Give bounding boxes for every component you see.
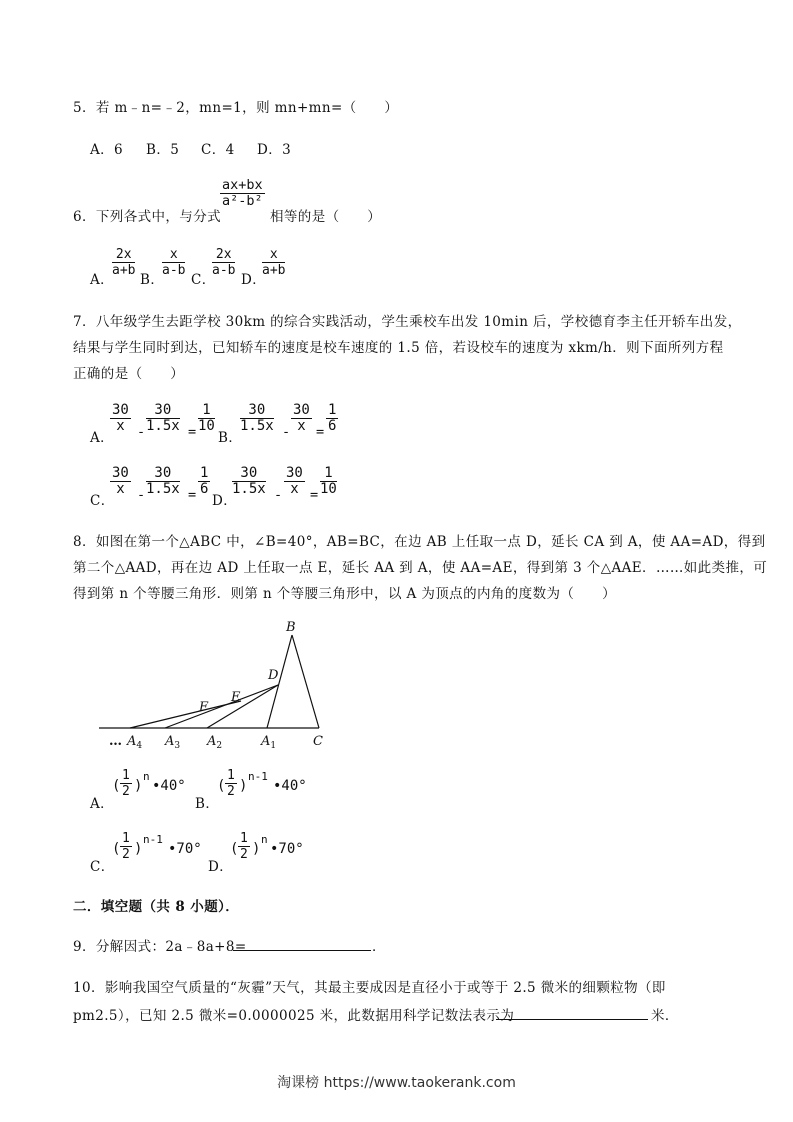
q7-line-2: 结果与学生同时到达，已知轿车的速度是校车速度的 1.5 倍，若设校车的速度为 xkm/h．则下面所列方程 <box>73 340 724 356</box>
q8-label-d: D． <box>208 859 234 875</box>
fraction-numerator: 2x <box>112 247 135 263</box>
fraction-denominator: a²-b² <box>222 193 263 209</box>
paren-close: ) <box>252 841 261 857</box>
q6-stem-fraction <box>220 178 265 209</box>
q7-d-fraction-1 <box>232 466 266 497</box>
q5-stem: 5．若 m﹣n=﹣2，mn=1，则 mn+mn=（ ） <box>73 100 399 116</box>
q7-b-fraction-2 <box>291 403 312 434</box>
q5-option-d: D．3 <box>257 142 292 158</box>
minus-sign: - <box>137 487 146 503</box>
fraction-numerator: 30 <box>286 465 303 481</box>
fraction-denominator: 10 <box>320 481 337 497</box>
fraction-numerator: x <box>262 247 285 263</box>
label-a2: $A_2$ <box>207 734 223 750</box>
paren-close: ) <box>134 778 143 794</box>
q10-line-1: 10．影响我国空气质量的“灰霾”天气，其最主要成因是直径小于或等于 2.5 微米的细颗粒物（即 <box>73 980 666 996</box>
label-c: C <box>313 734 323 749</box>
q7-b-fraction-1 <box>240 403 274 434</box>
fraction-numerator: 30 <box>146 466 180 482</box>
q7-d-fraction-2 <box>284 466 305 497</box>
label-b: B <box>286 620 296 635</box>
fraction-denominator: a+b <box>262 263 286 278</box>
fraction-numerator: 30 <box>146 403 180 419</box>
q8-label-c: C． <box>90 859 115 875</box>
q8-label-b: B． <box>195 796 220 812</box>
label-d: D <box>268 668 279 683</box>
q8-line-2: 第二个△AAD，再在边 AD 上任取一点 E，延长 AA 到 A，使 AA=AE，得到第 3 个△AAE．……如此类推，可 <box>73 560 768 576</box>
fraction-denominator: 10 <box>198 418 215 434</box>
fraction-denominator: a-b <box>212 263 236 278</box>
q7-line-1: 7．八年级学生去距学校 30km 的综合实践活动，学生乘校车出发 10min 后，学校德育李主任开轿车出发， <box>73 314 742 330</box>
q7-c-fraction-3 <box>198 466 210 497</box>
q10-answer-blank[interactable] <box>496 1019 648 1020</box>
minus-sign: - <box>137 424 146 440</box>
fraction-numerator: ax+bx <box>222 177 263 193</box>
q7-b-fraction-3 <box>326 403 338 434</box>
degree-value: •70° <box>168 841 202 857</box>
segment-b-c <box>292 635 319 728</box>
fraction-denominator: 2 <box>240 847 248 862</box>
paren-open: ( <box>112 841 121 857</box>
q7-d-fraction-3 <box>320 466 337 497</box>
q5-option-a: A．6 <box>90 142 124 158</box>
equals-sign: = <box>316 424 325 440</box>
minus-sign: - <box>274 487 283 503</box>
q7-a-fraction-1 <box>110 403 131 434</box>
segment-a3-d <box>165 685 278 728</box>
label-a4: $A_4$ <box>127 734 143 750</box>
fraction-denominator: 1.5x <box>232 481 266 497</box>
q9-stem: 9．分解因式：2a﹣8a+8= <box>73 939 247 955</box>
q9-answer-blank[interactable] <box>233 950 371 951</box>
fraction-numerator: 1 <box>240 831 248 846</box>
degree-value: •70° <box>270 841 304 857</box>
q6-label-c: C． <box>191 272 216 288</box>
label-f: F <box>199 700 209 715</box>
fraction-denominator: x <box>297 418 306 434</box>
fraction-denominator: x <box>290 481 299 497</box>
segment-a4-e <box>130 701 241 728</box>
q7-c-fraction-2 <box>146 466 180 497</box>
q6-option-b-fraction <box>162 247 185 278</box>
q7-a-fraction-2 <box>146 403 180 434</box>
q8-line-3: 得到第 n 个等腰三角形．则第 n 个等腰三角形中，以 A 为顶点的内角的度数为（ ） <box>73 586 616 602</box>
label-a1: $A_1$ <box>261 734 277 750</box>
fraction-denominator: 6 <box>200 481 209 497</box>
degree-value: •40° <box>152 778 186 794</box>
q10-line-2: pm2.5），已知 2.5 微米=0.0000025 米，此数据用科学记数法表示为 <box>73 1008 515 1024</box>
label-e: E <box>231 690 241 705</box>
equals-sign: = <box>188 424 197 440</box>
degree-value: •40° <box>273 778 307 794</box>
q8-triangle-figure <box>95 615 335 750</box>
fraction-numerator: 30 <box>112 465 129 481</box>
paren-open: ( <box>230 841 239 857</box>
q6-label-a: A． <box>90 272 115 288</box>
fraction-numerator: x <box>162 247 185 263</box>
half-fraction <box>120 831 132 862</box>
footer-watermark: 淘课榜 https://www.taokerank.com <box>277 1075 516 1091</box>
q6-option-c-fraction <box>212 247 235 278</box>
fraction-numerator: 1 <box>122 768 130 783</box>
q5-option-c: C．4 <box>201 142 235 158</box>
exponent: n-1 <box>248 770 268 783</box>
fraction-numerator: 30 <box>240 403 274 419</box>
exponent: n-1 <box>143 833 163 846</box>
fraction-denominator: 6 <box>328 418 337 434</box>
exponent: n <box>143 770 150 783</box>
fraction-numerator: 30 <box>232 466 266 482</box>
section-2-heading: 二．填空题（共 8 小题）． <box>73 899 240 915</box>
paren-close: ) <box>134 841 143 857</box>
q10-end: 米． <box>651 1008 679 1024</box>
q6-label-b: B． <box>140 272 165 288</box>
q5-option-b: B．5 <box>146 142 180 158</box>
paren-close: ) <box>239 778 248 794</box>
q6-stem-suffix: 相等的是（ ） <box>270 209 382 225</box>
paren-open: ( <box>217 778 226 794</box>
half-fraction <box>225 768 237 799</box>
q6-option-d-fraction <box>262 247 285 278</box>
half-fraction <box>120 768 132 799</box>
q9-end: ． <box>372 939 386 955</box>
fraction-denominator: 2 <box>122 847 130 862</box>
fraction-numerator: 1 <box>320 466 337 482</box>
half-fraction <box>238 831 250 862</box>
q7-label-d: D． <box>212 493 238 509</box>
minus-sign: - <box>282 424 291 440</box>
fraction-numerator: 30 <box>293 402 310 418</box>
fraction-denominator: 2 <box>122 784 130 799</box>
fraction-denominator: a-b <box>162 263 186 278</box>
q7-c-fraction-1 <box>110 466 131 497</box>
fraction-numerator: 2x <box>212 247 235 263</box>
q8-line-1: 8．如图在第一个△ABC 中，∠B=40°，AB=BC，在边 AB 上任取一点 D，延长 CA 到 A，使 AA=AD，得到 <box>73 534 766 550</box>
paren-open: ( <box>112 778 121 794</box>
q7-line-3: 正确的是（ ） <box>73 366 185 382</box>
label-dots: … <box>109 734 122 749</box>
fraction-denominator: x <box>116 418 125 434</box>
fraction-denominator: 1.5x <box>146 418 180 434</box>
fraction-numerator: 30 <box>112 402 129 418</box>
fraction-numerator: 1 <box>200 465 209 481</box>
q7-label-c: C． <box>90 493 115 509</box>
equals-sign: = <box>310 487 319 503</box>
fraction-denominator: 1.5x <box>240 418 274 434</box>
q6-option-a-fraction <box>112 247 135 278</box>
q7-a-fraction-3 <box>198 403 215 434</box>
q6-stem-prefix: 6．下列各式中，与分式 <box>73 209 221 225</box>
equals-sign: = <box>188 487 197 503</box>
fraction-numerator: 1 <box>328 402 337 418</box>
fraction-denominator: 2 <box>227 784 235 799</box>
q7-label-a: A． <box>90 430 115 446</box>
q6-label-d: D． <box>241 272 267 288</box>
fraction-denominator: 1.5x <box>146 481 180 497</box>
exponent: n <box>261 833 268 846</box>
q7-label-b: B． <box>218 430 243 446</box>
q8-label-a: A． <box>90 796 115 812</box>
fraction-denominator: x <box>116 481 125 497</box>
label-a3: $A_3$ <box>165 734 181 750</box>
fraction-denominator: a+b <box>112 263 136 278</box>
fraction-numerator: 1 <box>122 831 130 846</box>
fraction-numerator: 1 <box>198 403 215 419</box>
fraction-numerator: 1 <box>227 768 235 783</box>
